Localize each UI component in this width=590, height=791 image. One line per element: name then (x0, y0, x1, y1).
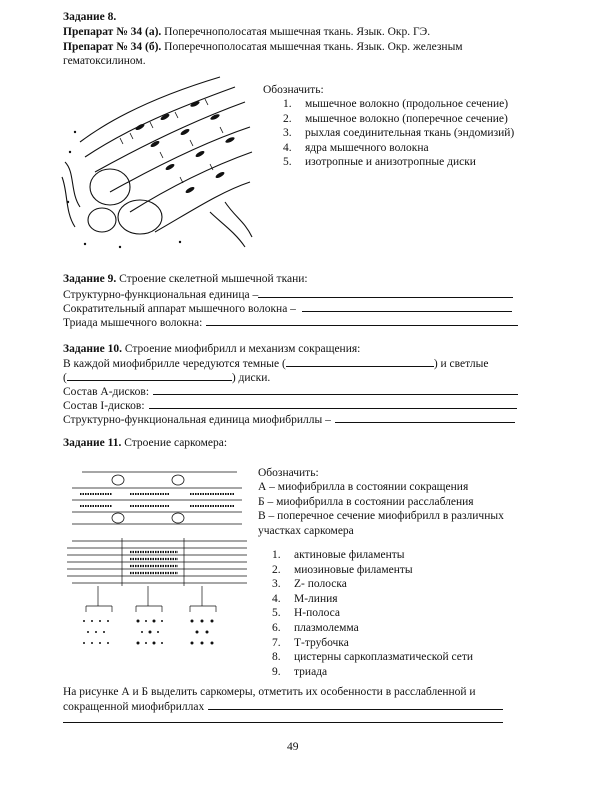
page-number: 49 (287, 741, 299, 753)
list-item: 5. Н-полоса (272, 607, 341, 620)
list-item: 5. изотропные и анизотропные диски (283, 156, 476, 168)
task8-designate: Обозначить: (263, 84, 324, 96)
answer-line[interactable] (206, 315, 518, 326)
answer-line[interactable] (302, 301, 512, 312)
task9-title: Строение скелетной мышечной ткани: (116, 273, 308, 285)
answer-line[interactable] (63, 722, 503, 723)
task11-list (272, 548, 473, 679)
task9-row-2: Сократительный аппарат мышечного волокна – (63, 301, 512, 316)
task9-heading: Задание 9. (63, 273, 117, 285)
task11-letters (258, 480, 504, 538)
letter-b: Б – миофибрилла в состоянии расслабления (258, 495, 474, 508)
answer-line[interactable] (208, 699, 503, 710)
task10-row-i: Состав I-дисков: (63, 398, 517, 413)
task9-row-1: Структурно-функциональная единица – (63, 287, 513, 302)
task11-designate: Обозначить: (258, 467, 319, 479)
task10-heading-line (63, 342, 360, 356)
letter-v-cont: участках саркомера (258, 524, 354, 537)
list-item: 1. мышечное волокно (продольное сечение) (283, 98, 509, 110)
task8-list (283, 97, 514, 170)
answer-line[interactable] (153, 384, 518, 395)
list-item: 2. мышечное волокно (поперечное сечение) (283, 112, 508, 125)
task11-heading: Задание 11. (63, 437, 122, 449)
task10-line1: В каждой миофибрилле чередуются темные ( ) и светлые (63, 358, 489, 370)
task8-prep-a (63, 25, 430, 39)
list-item: 4. ядра мышечного волокна (283, 141, 429, 154)
task9-row-3: Триада мышечного волокна: (63, 315, 518, 330)
task10-heading: Задание 10. (63, 343, 122, 355)
answer-line[interactable] (149, 398, 517, 409)
list-item: 1. актиновые филаменты (272, 549, 405, 561)
letter-v: В – поперечное сечение миофибрилл в различных (258, 510, 504, 522)
answer-line[interactable] (258, 287, 513, 298)
answer-line[interactable] (335, 412, 515, 423)
list-item: 2. миозиновые филаменты (272, 563, 413, 576)
prep-b-text-cont: гематоксилином. (63, 55, 146, 67)
list-item: 3. Z- полоска (272, 578, 347, 591)
task11-title: Строение саркомера: (121, 437, 228, 449)
task10-row-unit: Структурно-функциональная единица миофибриллы – (63, 412, 515, 427)
list-item: 4. М-линия (272, 592, 338, 605)
task11-final-2: сокращенной миофибриллах (63, 699, 503, 714)
answer-line[interactable] (286, 356, 434, 367)
list-item: 3. рыхлая соединительная ткань (эндомизий) (283, 127, 515, 139)
prep-b-label: Препарат № 34 (б). (63, 41, 162, 53)
list-item: 7. Т-трубочка (272, 636, 349, 649)
task10-title: Строение миофибрилл и механизм сокращения: (122, 343, 361, 355)
task11-heading-line (63, 436, 227, 450)
task8-heading: Задание 8. (63, 11, 117, 23)
answer-line[interactable] (67, 370, 232, 381)
task8-prep-b (63, 40, 463, 54)
task10-row-a: Состав А-дисков: (63, 384, 518, 399)
list-item: 9. триада (272, 665, 328, 678)
task10-line2: ( ) диски. (63, 372, 271, 384)
muscle-tissue-drawing (60, 72, 255, 257)
prep-a-text: Поперечнополосатая мышечная ткань. Язык. Окр. ГЭ. (161, 26, 431, 38)
sarcomere-drawing (62, 466, 247, 661)
letter-a: А – миофибрилла в состоянии сокращения (258, 481, 469, 493)
list-item: 6. плазмолемма (272, 621, 359, 634)
task11-final-1: На рисунке А и Б выделить саркомеры, отметить их особенности в расслабленной и (63, 686, 476, 698)
task9-heading-line (63, 272, 308, 286)
list-item: 8. цистерны саркоплазматической сети (272, 651, 474, 664)
prep-b-text: Поперечнополосатая мышечная ткань. Язык. Окр. железным (161, 41, 463, 53)
prep-a-label: Препарат № 34 (а). (63, 26, 162, 38)
